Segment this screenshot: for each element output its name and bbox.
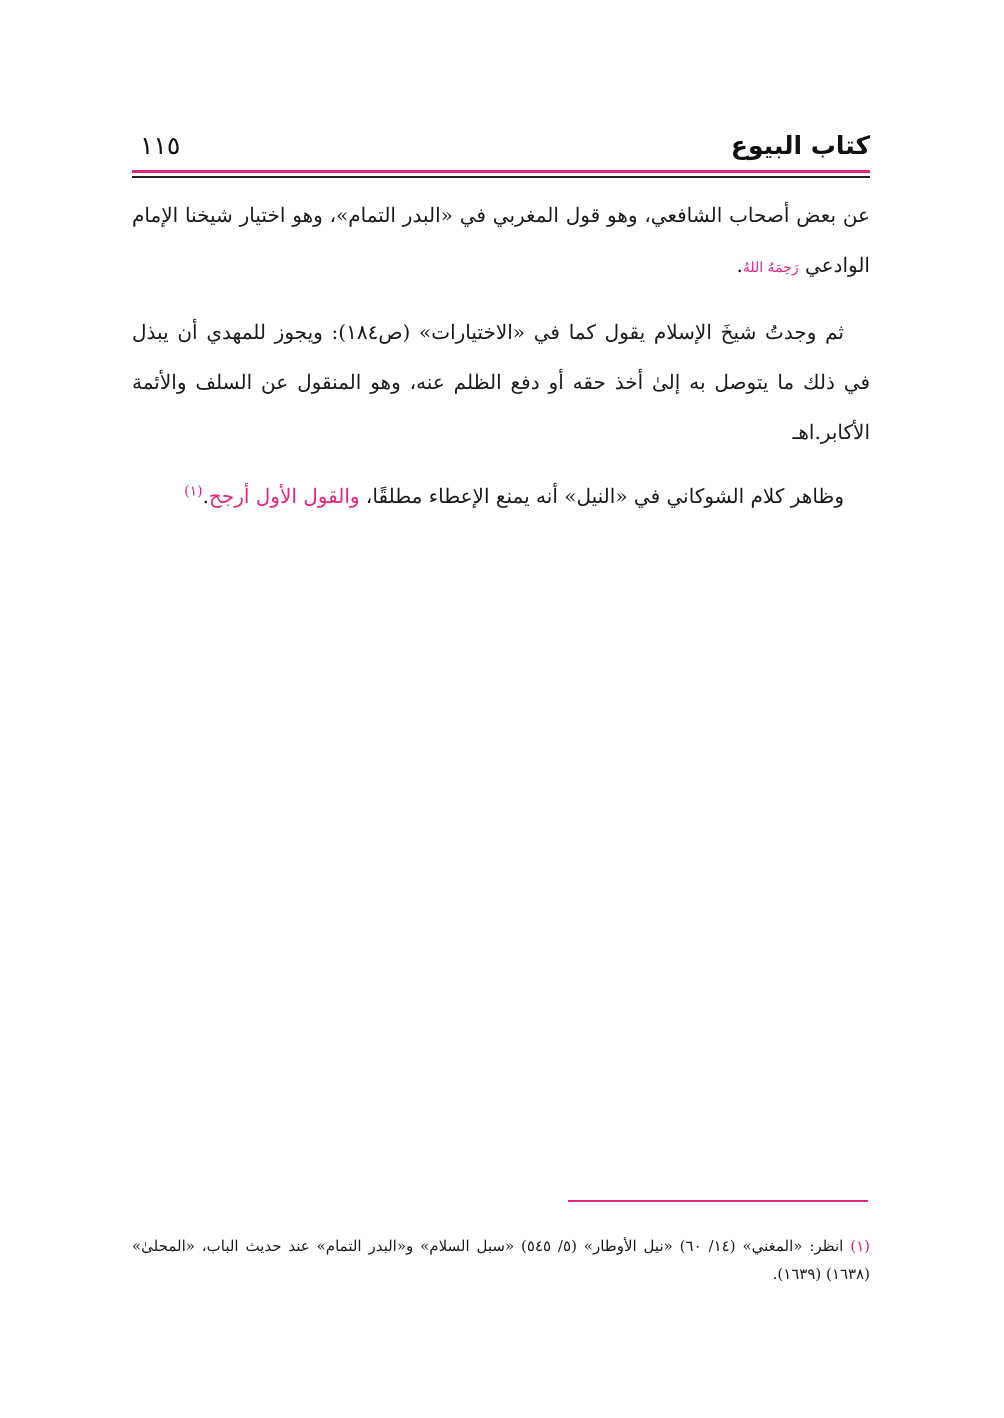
honorific-glyph: رَحِمَهُ اللهُ <box>742 260 799 276</box>
paragraph-1-end: . <box>736 253 743 277</box>
paragraph-1-text: عن بعض أصحاب الشافعي، وهو قول المغربي في «البدر التمام»، وهو اختيار شيخنا الإمام الوادعي <box>132 203 870 277</box>
paragraph-2 <box>132 307 870 457</box>
main-text <box>132 190 870 521</box>
paragraph-2-text: ثم وجدتُ شيخَ الإسلام يقول كما في «الاختيارات» (ص١٨٤): ويجوز للمهدي أن يبذل في ذلك ما يتوصل به إلىٰ أخذ حقه أو دفع الظلم عنه، وهو المنقول عن السلف والأئمة الأكابر.اهـ <box>132 320 870 444</box>
header-rule <box>132 176 870 178</box>
footnote-reference[interactable]: (١) <box>184 483 203 500</box>
footnote-text: انظر: «المغني» (١٤/ ٦٠) «نيل الأوطار» (٥/ ٥٤٥) «سبل السلام» و«البدر التمام» عند حديث الباب، «المحلىٰ» (١٦٣٨) (١٦٣٩). <box>132 1237 870 1283</box>
header-rule-accent <box>132 170 870 173</box>
paragraph-3-text: وظاهر كلام الشوكاني في «النيل» أنه يمنع الإعطاء مطلقًا، <box>359 484 844 508</box>
page-number: ١١٥ <box>140 131 181 160</box>
chapter-title: كتاب البيوع <box>730 131 870 160</box>
paragraph-3 <box>132 471 870 521</box>
paragraph-3-end: . <box>202 484 209 508</box>
page-header <box>132 126 870 166</box>
footnote-1 <box>132 1232 870 1288</box>
footnote-number: (١) <box>850 1237 870 1255</box>
footnote-separator <box>568 1200 868 1202</box>
paragraph-1 <box>132 190 870 293</box>
conclusion-highlight: والقول الأول أرجح <box>208 484 360 508</box>
footnotes <box>132 1232 870 1288</box>
